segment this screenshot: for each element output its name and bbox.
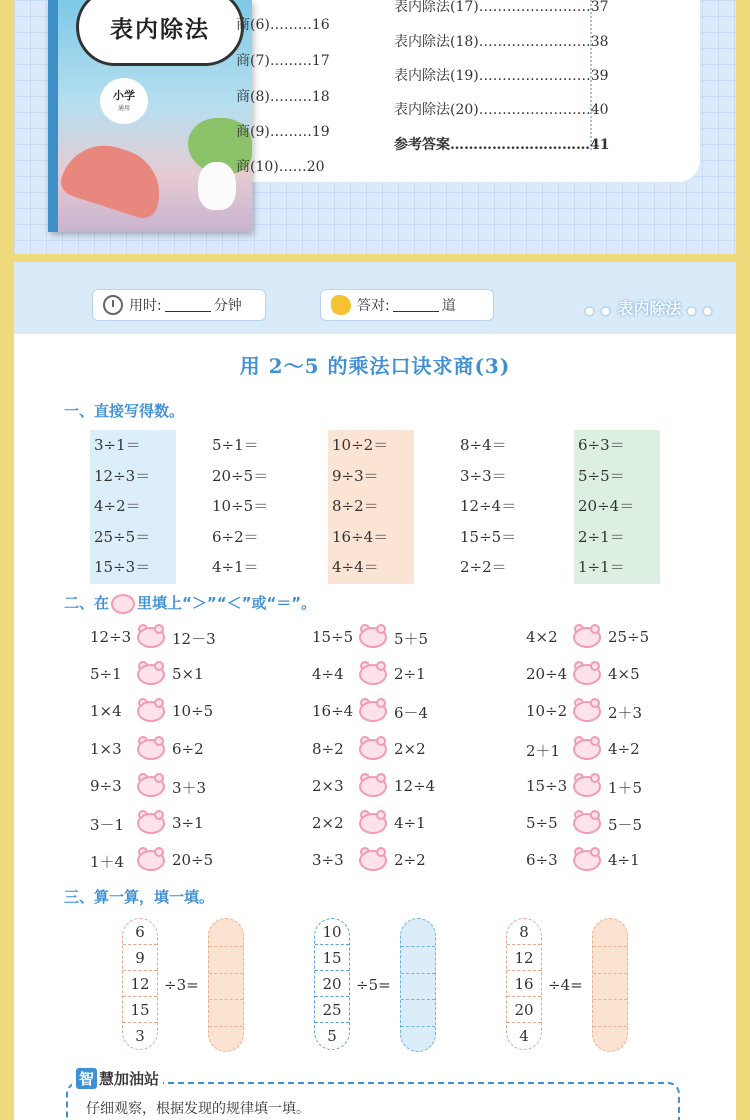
- pig-face: [137, 701, 165, 722]
- toc-right-line[interactable]: 表内除法(19)……………………39: [394, 68, 609, 84]
- compare-left: 1×3: [90, 739, 122, 758]
- compare-left: 4÷4: [312, 665, 344, 684]
- answer-divider: [401, 973, 435, 974]
- stack-number: 12: [123, 971, 157, 997]
- pig-circle-icon[interactable]: [572, 736, 602, 760]
- pig-circle-icon: [111, 594, 135, 614]
- dots-icon: ● ●: [584, 306, 612, 317]
- compare-right: 20÷5: [172, 851, 214, 870]
- compare-right: 5＋5: [394, 630, 429, 648]
- toc-left-line[interactable]: 商(6)………16: [236, 17, 330, 33]
- pig-face: [573, 664, 601, 685]
- stack-number: 4: [519, 1027, 529, 1045]
- pig-circle-icon[interactable]: [358, 698, 388, 722]
- answer-divider: [593, 999, 627, 1000]
- book-cover: [48, 0, 252, 232]
- compare-left: 3÷3: [312, 851, 344, 870]
- equation-item[interactable]: 20÷5＝: [212, 466, 269, 485]
- compare-left: 3－1: [90, 816, 125, 834]
- pig-circle-icon[interactable]: [572, 698, 602, 722]
- stack-number: 16: [507, 971, 541, 997]
- compare-right: 6÷2: [172, 739, 204, 758]
- correct-label: 答对:: [357, 298, 390, 314]
- equation-item[interactable]: 2÷2＝: [460, 558, 507, 576]
- compare-right: 2÷1: [394, 665, 426, 684]
- pig-circle-icon[interactable]: [136, 698, 166, 722]
- unit-title: ● ● 表内除法 ● ●: [584, 299, 714, 318]
- stack-number: 8: [507, 919, 541, 945]
- book-badge-top: 小学: [113, 89, 135, 102]
- time-pill: [92, 289, 266, 321]
- pig-face: [359, 627, 387, 648]
- compare-right: 2÷2: [394, 851, 426, 870]
- compare-right: 6－4: [394, 704, 429, 723]
- pig-circle-icon[interactable]: [358, 847, 388, 871]
- book-badge: [100, 78, 148, 124]
- compare-left: 1×4: [90, 702, 122, 721]
- pig-face: [137, 664, 165, 685]
- equation-item[interactable]: 9÷3＝: [332, 466, 379, 485]
- answer-divider: [593, 946, 627, 947]
- compare-left: 15÷3: [526, 776, 568, 795]
- pig-face: [573, 813, 601, 834]
- number-stack: [314, 918, 350, 1050]
- equation-item[interactable]: 16÷4＝: [332, 527, 389, 546]
- equation-item[interactable]: 25÷5＝: [94, 527, 151, 546]
- stack-number: 10: [315, 919, 349, 945]
- compare-left: 8÷2: [312, 739, 344, 758]
- book-title: 表内除法: [110, 16, 210, 43]
- compare-right: 12÷4: [394, 776, 436, 795]
- toc-left-line[interactable]: 商(10)……20: [236, 159, 325, 175]
- division-operator: ÷4=: [548, 976, 583, 994]
- equation-item[interactable]: 12÷3＝: [94, 466, 151, 485]
- umbrella-illustration: [57, 134, 171, 222]
- division-operator: ÷5=: [356, 976, 391, 994]
- equation-item[interactable]: 5÷5＝: [578, 466, 625, 485]
- pig-face: [359, 850, 387, 871]
- pig-circle-icon[interactable]: [358, 736, 388, 760]
- stack-number: 6: [123, 919, 157, 945]
- pig-circle-icon[interactable]: [136, 624, 166, 648]
- pig-face: [359, 701, 387, 722]
- tip-text: 仔细观察，根据发现的规律填一填。: [86, 1101, 310, 1117]
- page-title: 用 2～5 的乘法口诀求商(3): [239, 354, 511, 378]
- equation-item[interactable]: 4÷2＝: [94, 497, 141, 515]
- compare-left: 10÷2: [526, 702, 568, 721]
- equation-item[interactable]: 6÷2＝: [212, 527, 259, 546]
- pig-face: [137, 813, 165, 834]
- pig-face: [359, 813, 387, 834]
- compare-left: 2×3: [312, 776, 344, 795]
- time-blank[interactable]: [165, 298, 211, 312]
- pig-face: [137, 739, 165, 760]
- equation-item[interactable]: 15÷5＝: [460, 527, 517, 546]
- compare-left: 16÷4: [312, 702, 354, 721]
- compare-left: 2＋1: [526, 741, 561, 760]
- pig-circle-icon[interactable]: [572, 847, 602, 871]
- compare-right: 25÷5: [608, 628, 650, 646]
- page-header: [14, 262, 736, 334]
- pig-circle-icon[interactable]: [136, 661, 166, 685]
- toc-left-line[interactable]: 商(7)………17: [236, 53, 330, 69]
- toc-right-line[interactable]: 表内除法(18)……………………38: [394, 34, 609, 50]
- pig-circle-icon[interactable]: [358, 773, 388, 797]
- compare-left: 5÷5: [526, 814, 558, 832]
- equation-item[interactable]: 2÷1＝: [578, 527, 625, 546]
- answer-divider: [593, 973, 627, 974]
- time-label: 用时:: [129, 298, 162, 314]
- pig-face: [573, 739, 601, 760]
- pig-face: [573, 850, 601, 871]
- equation-item[interactable]: 3÷3＝: [460, 466, 507, 485]
- correct-pill: [320, 289, 494, 321]
- section-3-title: 三、算一算，填一填。: [64, 888, 215, 906]
- compare-right: 4÷1: [394, 814, 426, 832]
- toc-right-line[interactable]: 表内除法(17)……………………37: [394, 0, 609, 15]
- pig-face: [137, 850, 165, 871]
- pig-face: [573, 776, 601, 797]
- compare-right: 5－5: [608, 816, 643, 834]
- equation-item[interactable]: 8÷4＝: [460, 436, 507, 454]
- answer-divider: [401, 1026, 435, 1027]
- thumbs-up-icon: [331, 295, 351, 315]
- pig-face: [573, 701, 601, 722]
- pig-circle-icon[interactable]: [358, 661, 388, 685]
- stack-number: 20: [507, 997, 541, 1023]
- book-title-cloud: [76, 0, 244, 66]
- clock-icon: [103, 295, 123, 315]
- answer-divider: [209, 999, 243, 1000]
- pig-face: [359, 664, 387, 685]
- equation-item[interactable]: 1÷1＝: [578, 558, 625, 576]
- toc-right-line[interactable]: 参考答案…………………………41: [394, 137, 610, 153]
- pig-circle-icon[interactable]: [358, 810, 388, 834]
- section-1-title: 一、直接写得数。: [64, 402, 185, 420]
- pig-circle-icon[interactable]: [136, 773, 166, 797]
- bunny-illustration: [198, 162, 236, 210]
- compare-left: 5÷1: [90, 665, 122, 684]
- equation-item[interactable]: 20÷4＝: [578, 497, 635, 515]
- compare-left: 1＋4: [90, 853, 125, 872]
- pig-circle-icon[interactable]: [358, 624, 388, 648]
- toc-area: [14, 0, 736, 254]
- compare-right: 5×1: [172, 665, 204, 684]
- answer-divider: [209, 973, 243, 974]
- answer-divider: [209, 946, 243, 947]
- pig-circle-icon[interactable]: [136, 847, 166, 871]
- book-badge-bottom: 通用: [117, 105, 130, 112]
- number-stack: [122, 918, 158, 1050]
- compare-left: 2×2: [312, 814, 344, 832]
- pig-circle-icon[interactable]: [572, 773, 602, 797]
- compare-right: 4×5: [608, 665, 640, 684]
- answer-divider: [401, 946, 435, 947]
- answer-divider: [401, 999, 435, 1000]
- equation-item[interactable]: 10÷5＝: [212, 497, 269, 515]
- stack-number: 15: [315, 945, 349, 971]
- compare-left: 6÷3: [526, 851, 558, 870]
- dots-icon: ● ●: [687, 306, 714, 317]
- answer-divider: [593, 1026, 627, 1027]
- compare-right: 2＋3: [608, 704, 643, 723]
- tip-label: 智 慧加油站: [72, 1068, 163, 1089]
- pig-face: [137, 627, 165, 648]
- pig-circle-icon[interactable]: [572, 624, 602, 648]
- correct-blank[interactable]: [393, 298, 439, 312]
- equation-item[interactable]: 15÷3＝: [94, 558, 151, 576]
- pig-circle-icon[interactable]: [136, 810, 166, 834]
- compare-left: 15÷5: [312, 628, 354, 646]
- stack-number: 25: [315, 997, 349, 1023]
- stack-number: 9: [123, 945, 157, 971]
- compare-right: 12－3: [172, 630, 216, 648]
- stack-number: 3: [135, 1027, 145, 1045]
- compare-right: 4÷2: [608, 739, 640, 758]
- compare-left: 4×2: [526, 628, 558, 646]
- equation-item[interactable]: 10÷2＝: [332, 436, 389, 454]
- pig-circle-icon[interactable]: [136, 736, 166, 760]
- worksheet-page: [14, 262, 736, 1120]
- tip-badge: 智: [76, 1068, 97, 1089]
- equation-item[interactable]: 12÷4＝: [460, 497, 517, 515]
- pig-circle-icon[interactable]: [572, 810, 602, 834]
- toc-right-line[interactable]: 表内除法(20)……………………40: [394, 102, 609, 118]
- equation-item[interactable]: 4÷1＝: [212, 558, 259, 576]
- compare-right: 1＋5: [608, 778, 643, 797]
- compare-left: 12÷3: [90, 628, 132, 646]
- toc-left-line[interactable]: 商(8)………18: [236, 89, 330, 105]
- equation-item[interactable]: 3÷1＝: [94, 436, 141, 454]
- answer-column[interactable]: [400, 918, 436, 1052]
- section-2-title: 二、在 里填上“＞”“＜”或“＝”。: [64, 594, 317, 612]
- pig-circle-icon[interactable]: [572, 661, 602, 685]
- compare-left: 9÷3: [90, 776, 122, 795]
- stack-number: 5: [327, 1027, 337, 1045]
- answer-divider: [209, 1026, 243, 1027]
- answer-column[interactable]: [592, 918, 628, 1052]
- equation-item[interactable]: 6÷3＝: [578, 436, 625, 454]
- correct-unit: 道: [441, 298, 456, 314]
- toc-left-line[interactable]: 商(9)………19: [236, 124, 330, 140]
- compare-right: 3＋3: [172, 778, 207, 797]
- compare-right: 10÷5: [172, 702, 214, 721]
- time-unit: 分钟: [213, 298, 242, 314]
- stack-number: 12: [507, 945, 541, 971]
- number-stack: [506, 918, 542, 1050]
- equation-item[interactable]: 4÷4＝: [332, 558, 379, 576]
- equation-item[interactable]: 5÷1＝: [212, 436, 259, 454]
- pig-face: [573, 627, 601, 648]
- compare-right: 3÷1: [172, 814, 204, 832]
- pig-face: [137, 776, 165, 797]
- stack-number: 20: [315, 971, 349, 997]
- pig-face: [359, 776, 387, 797]
- compare-right: 4÷1: [608, 851, 640, 870]
- answer-column[interactable]: [208, 918, 244, 1052]
- division-operator: ÷3=: [164, 976, 199, 994]
- equation-item[interactable]: 8÷2＝: [332, 497, 379, 515]
- stack-number: 15: [123, 997, 157, 1023]
- pig-face: [359, 739, 387, 760]
- compare-left: 20÷4: [526, 665, 568, 684]
- compare-right: 2×2: [394, 739, 426, 758]
